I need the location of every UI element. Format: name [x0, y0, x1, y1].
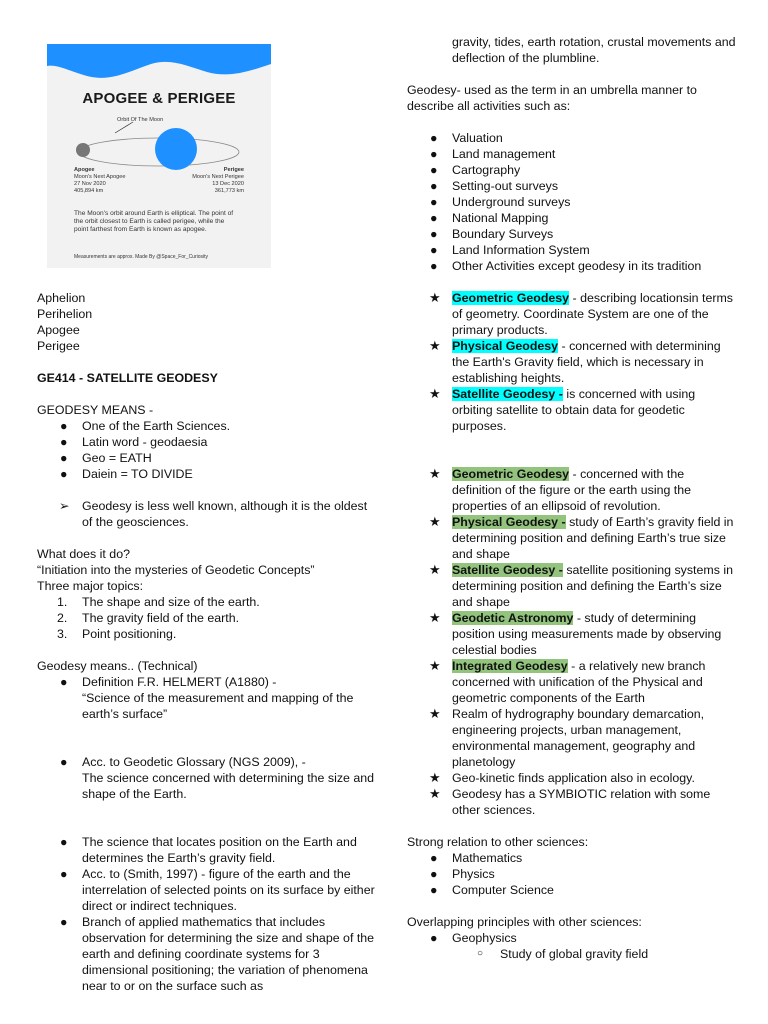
branch-name: Physical Geodesy - — [452, 515, 566, 529]
bullet-icon: ● — [430, 259, 438, 273]
branch-name: Satellite Geodesy - — [452, 387, 563, 401]
star-icon: ★ — [429, 770, 441, 785]
list-item: 2. The gravity field of the earth. — [57, 611, 240, 625]
star-icon: ★ — [429, 338, 441, 353]
list-item: ● Physics — [430, 867, 495, 881]
branches-list-2 — [407, 466, 737, 818]
star-icon: ★ — [429, 610, 441, 625]
apogee-dist: 405,894 km — [74, 188, 104, 194]
bullet-icon: ● — [60, 755, 68, 769]
three-major-topics: Three major topics: — [37, 579, 144, 593]
star-icon: ★ — [429, 562, 441, 577]
list-item: ★ Satellite Geodesy - satellite positioning systems in determining position and defining the Earth’s size and shape — [429, 562, 733, 609]
list-item: ● Daiein = TO DIVIDE — [60, 467, 193, 481]
bullet-icon: ● — [430, 243, 438, 257]
initiation-quote: “Initiation into the mysteries of Geodetic Concepts” — [37, 563, 315, 577]
infographic-description: The Moon's orbit around Earth is elliptical. The point of the orbit closest to Earth is called perigee, while the point farthest from Earth is known as apogee. — [74, 210, 234, 233]
list-item: ● Computer Science — [430, 883, 554, 897]
term-aphelion: Aphelion — [37, 291, 86, 305]
list-item: ★ Realm of hydrography boundary demarcation, engineering projects, urban management, environmental management, geography and planetology — [429, 706, 705, 769]
bullet-icon: ● — [430, 211, 438, 225]
list-item: ➢ Geodesy is less well known, although it is the oldest of the geosciences. — [59, 499, 368, 529]
list-item: 1. The shape and size of the earth. — [57, 595, 260, 609]
star-icon: ★ — [429, 786, 441, 801]
term-perigee: Perigee — [37, 339, 80, 353]
star-icon: ★ — [429, 386, 441, 401]
left-column — [37, 0, 377, 994]
list-item: 3. Point positioning. — [57, 627, 177, 641]
activities-list — [407, 130, 737, 274]
bullet-icon: ● — [60, 467, 68, 481]
list-item: ★ Geometric Geodesy - concerned with the definition of the figure or the earth using the properties of an ellipsoid of revolution. — [429, 466, 692, 513]
course-title: GE414 - SATELLITE GEODESY — [37, 371, 218, 385]
list-item: ● Geophysics — [430, 931, 517, 945]
apogee-label: Apogee — [74, 167, 95, 173]
branch-name: Geodetic Astronomy — [452, 611, 574, 625]
right-column — [407, 0, 737, 962]
list-item: ★ Geodesy has a SYMBIOTIC relation with some other sciences. — [429, 786, 711, 817]
infographic-title: APOGEE & PERIGEE — [82, 90, 236, 107]
orbit-label: Orbit Of The Moon — [117, 117, 164, 123]
perigee-next: Moon's Next Perigee — [192, 174, 244, 180]
circle-bullet-icon: ○ — [477, 948, 484, 959]
topics-list — [37, 594, 377, 642]
bullet-icon: ● — [430, 931, 438, 945]
bullet-icon: ● — [430, 867, 438, 881]
bullet-icon: ● — [430, 163, 438, 177]
bullet-icon: ● — [430, 195, 438, 209]
technical-heading: Geodesy means.. (Technical) — [37, 659, 198, 673]
bullet-icon: ● — [60, 915, 68, 929]
bullet-icon: ● — [60, 419, 68, 433]
list-item: ● Setting-out surveys — [430, 179, 559, 193]
list-item: ● Valuation — [430, 131, 503, 145]
list-item: ● Acc. to (Smith, 1997) - figure of the earth and the interrelation of selected points on its surface by either direct or indirect techniques. — [60, 867, 375, 913]
list-item: ● Latin word - geodaesia — [60, 435, 208, 449]
list-item: ★ Geodetic Astronomy - study of determining position using measurements made by observing celestial bodies — [429, 610, 722, 657]
list-item: ● Acc. to Geodetic Glossary (NGS 2009), - The science concerned with determining the size and shape of the Earth. — [60, 755, 375, 801]
perigee-label: Perigee — [223, 167, 244, 173]
star-icon: ★ — [429, 514, 441, 529]
list-item: ★ Physical Geodesy - study of Earth’s gravity field in determining position and defining Earth’s true size and shape — [429, 514, 734, 561]
means-list — [37, 418, 377, 482]
list-item: ★ Geo-kinetic finds application also in ecology. — [429, 770, 695, 785]
term-perihelion: Perihelion — [37, 307, 93, 321]
list-item: ● Branch of applied mathematics that includes observation for determining the size and shape of the earth and defining coordinate systems for 3 dimensional positioning; the variation of phenomena near to or on the surface such as — [60, 915, 375, 993]
star-icon: ★ — [429, 706, 441, 721]
definitions-list-3 — [37, 834, 377, 994]
continued-text: gravity, tides, earth rotation, crustal movements and deflection of the plumbline. — [452, 35, 736, 65]
arrow-icon: ➢ — [59, 499, 70, 513]
list-item: ● Underground surveys — [430, 195, 571, 209]
term-apogee: Apogee — [37, 323, 80, 337]
list-item: ● Land Information System — [430, 243, 590, 257]
list-item: ○ Study of global gravity field — [477, 947, 649, 961]
bullet-icon: ● — [60, 835, 68, 849]
branch-name: Geometric Geodesy — [452, 291, 570, 305]
what-does-it-do: What does it do? — [37, 547, 130, 561]
bullet-icon: ● — [430, 179, 438, 193]
list-item: ● Land management — [430, 147, 556, 161]
bullet-icon: ● — [430, 147, 438, 161]
geophysics-sublist — [407, 946, 737, 962]
list-item: ● Definition F.R. HELMERT (A1880) - “Science of the measurement and mapping of the earth’s surface” — [60, 675, 354, 721]
branch-name: Satellite Geodesy - — [452, 563, 563, 577]
list-item: ★ Physical Geodesy - concerned with determining the Earth's Gravity field, which is necessary in establishing heights. — [429, 338, 721, 385]
infographic-footer: Measurements are approx. Made By @Space_For_Curiosity — [74, 254, 209, 260]
overlapping-heading: Overlapping principles with other sciences: — [407, 915, 642, 929]
list-item: ● Mathematics — [430, 851, 523, 865]
list-item: ★ Integrated Geodesy - a relatively new branch concerned with unification of the Physical and geometric components of the Earth — [429, 658, 706, 705]
list-item: ● National Mapping — [430, 211, 549, 225]
list-item: ● Other Activities except geodesy in its tradition — [430, 259, 702, 273]
arrow-list — [37, 498, 377, 530]
list-item: ● The science that locates position on the Earth and determines the Earth’s gravity field. — [60, 835, 357, 865]
list-item: ● Boundary Surveys — [430, 227, 554, 241]
branch-name: Geometric Geodesy — [452, 467, 570, 481]
bullet-icon: ● — [430, 227, 438, 241]
sciences-list — [407, 850, 737, 898]
overlapping-list — [407, 930, 737, 946]
star-icon: ★ — [429, 466, 441, 481]
perigee-date: 13 Dec 2020 — [212, 181, 244, 187]
star-icon: ★ — [429, 658, 441, 673]
list-item: ● One of the Earth Sciences. — [60, 419, 231, 433]
bullet-icon: ● — [430, 851, 438, 865]
definitions-list — [37, 674, 377, 722]
perigee-dist: 361,773 km — [214, 188, 244, 194]
geodesy-means-heading: GEODESY MEANS - — [37, 403, 154, 417]
bullet-icon: ● — [60, 451, 68, 465]
star-icon: ★ — [429, 290, 441, 305]
branches-list-1 — [407, 290, 737, 434]
bullet-icon: ● — [60, 867, 68, 881]
list-item: ★ Geometric Geodesy - describing locationsin terms of geometry. Coordinate System are one of the primary products. — [429, 290, 733, 337]
bullet-icon: ● — [60, 435, 68, 449]
bullet-icon: ● — [430, 883, 438, 897]
umbrella-text: Geodesy- used as the term in an umbrella manner to describe all activities such as: — [407, 83, 697, 113]
apogee-next: Moon's Next Apogee — [74, 174, 126, 180]
list-item: ● Geo = EATH — [60, 451, 152, 465]
list-item: ★ Satellite Geodesy - is concerned with using orbiting satellite to obtain data for geodetic purposes. — [429, 386, 696, 433]
definitions-list-2 — [37, 754, 377, 802]
strong-relation-heading: Strong relation to other sciences: — [407, 835, 589, 849]
bullet-icon: ● — [430, 131, 438, 145]
branch-name: Integrated Geodesy — [452, 659, 568, 673]
branch-name: Physical Geodesy — [452, 339, 559, 353]
apogee-date: 27 Nov 2020 — [74, 181, 106, 187]
bullet-icon: ● — [60, 675, 68, 689]
list-item: ● Cartography — [430, 163, 521, 177]
